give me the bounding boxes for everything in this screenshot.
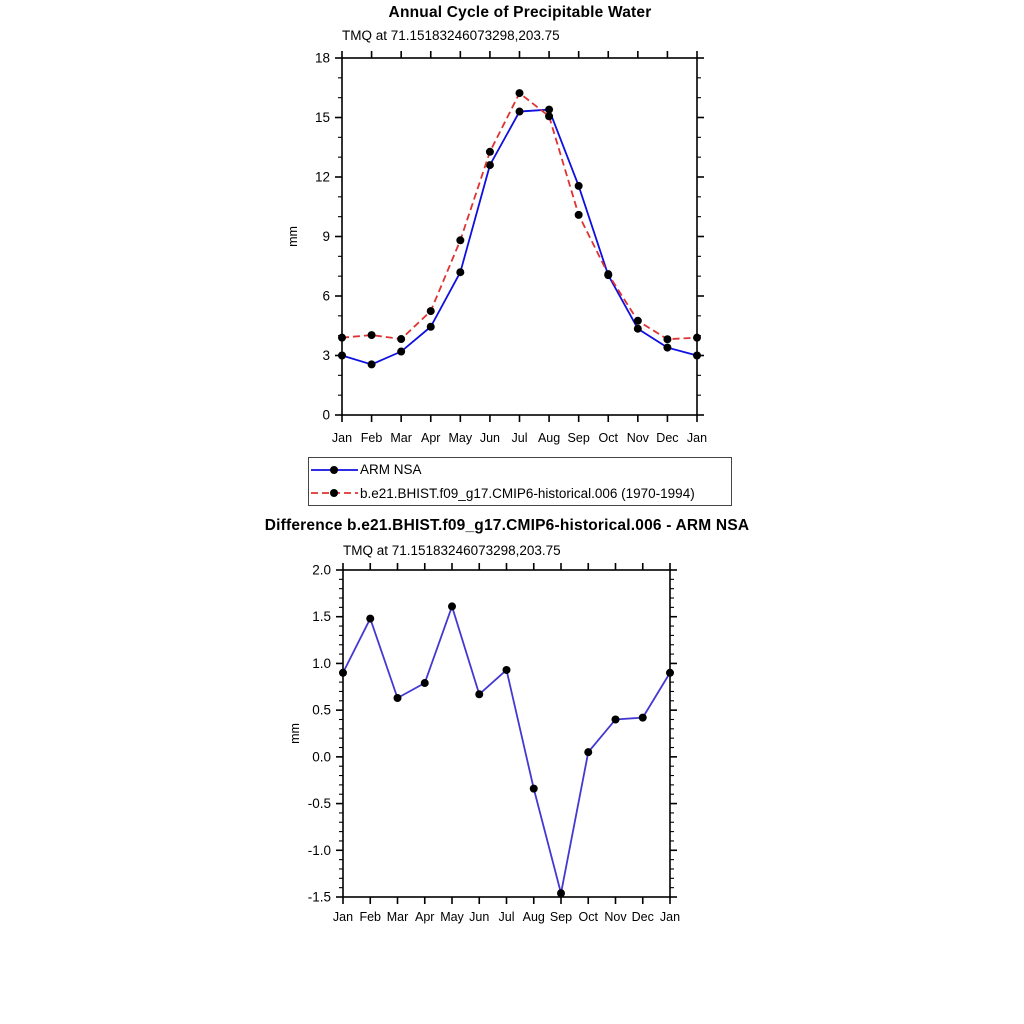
- x-tick-label: Aug: [537, 431, 561, 445]
- annual-cycle-title: Annual Cycle of Precipitable Water: [388, 4, 652, 21]
- data-point-marker: [503, 666, 511, 674]
- difference-title: Difference b.e21.BHIST.f09_g17.CMIP6-historical.006 - ARM NSA: [264, 517, 750, 534]
- y-tick-label: 0: [322, 407, 330, 423]
- x-tick-label: Jan: [686, 431, 708, 445]
- difference-plot: [288, 563, 680, 925]
- data-point-marker: [448, 602, 456, 610]
- y-tick-label: -1.5: [307, 889, 331, 905]
- data-point-marker: [530, 785, 538, 793]
- x-tick-label: Jan: [331, 431, 353, 445]
- series-line: [342, 110, 697, 365]
- x-tick-label: Sep: [549, 910, 573, 924]
- legend-entry-arm-nsa: [309, 458, 731, 481]
- data-point-marker: [612, 715, 620, 723]
- x-tick-label: Apr: [421, 431, 441, 445]
- y-tick-label: 0.0: [312, 749, 331, 765]
- data-point-marker: [456, 236, 464, 244]
- annual-cycle-plot: [286, 51, 707, 446]
- data-point-marker: [666, 669, 674, 677]
- y-tick-label: 9: [322, 229, 330, 244]
- x-tick-label: Aug: [522, 910, 545, 924]
- y-tick-label: -1.0: [307, 842, 331, 858]
- x-tick-label: Jul: [498, 910, 515, 924]
- data-point-marker: [366, 615, 374, 623]
- x-tick-label: Apr: [415, 910, 435, 924]
- legend-label-arm-nsa: ARM NSA: [360, 462, 422, 478]
- x-tick-label: Dec: [631, 910, 654, 924]
- data-point-marker: [557, 889, 565, 897]
- legend: [308, 457, 732, 506]
- x-tick-label: Oct: [578, 910, 598, 924]
- data-point-marker: [456, 268, 464, 276]
- x-tick-label: Jan: [659, 910, 681, 924]
- x-tick-label: Feb: [359, 910, 382, 924]
- data-point-marker: [421, 679, 429, 687]
- plot-frame: [343, 570, 670, 897]
- y-tick-label: 1.5: [312, 609, 331, 625]
- data-point-marker: [475, 690, 483, 698]
- data-point-marker: [486, 148, 494, 156]
- y-tick-label: 0.5: [312, 702, 331, 718]
- data-point-marker: [339, 669, 347, 677]
- x-tick-label: Jul: [511, 431, 528, 445]
- x-tick-label: May: [448, 431, 473, 445]
- data-point-marker: [338, 334, 346, 342]
- x-tick-label: Mar: [390, 431, 412, 445]
- data-point-marker: [427, 323, 435, 331]
- legend-line-sample-dashed-icon: [309, 486, 360, 500]
- y-tick-label: -0.5: [307, 796, 331, 812]
- series-line: [343, 606, 670, 893]
- legend-label-model: b.e21.BHIST.f09_g17.CMIP6-historical.006 (1970-1994): [360, 485, 695, 501]
- y-axis-label: mm: [286, 226, 300, 247]
- legend-entry-model: [309, 482, 731, 505]
- data-point-marker: [693, 334, 701, 342]
- data-point-marker: [516, 108, 524, 116]
- data-point-marker: [693, 352, 701, 360]
- data-point-marker: [394, 694, 402, 702]
- data-point-marker: [604, 270, 612, 278]
- difference-subtitle: TMQ at 71.15183246073298,203.75: [343, 543, 561, 558]
- data-point-marker: [634, 325, 642, 333]
- x-tick-label: Dec: [656, 431, 679, 445]
- data-point-marker: [368, 331, 376, 339]
- x-tick-label: May: [440, 910, 464, 924]
- x-tick-label: Oct: [598, 431, 618, 445]
- data-point-marker: [545, 112, 553, 120]
- annual-cycle-subtitle: TMQ at 71.15183246073298,203.75: [342, 28, 560, 43]
- legend-line-sample-solid-icon: [309, 463, 360, 477]
- y-tick-label: 1.0: [312, 655, 331, 671]
- data-point-marker: [368, 360, 376, 368]
- x-tick-label: Nov: [626, 431, 649, 445]
- x-tick-label: Jun: [469, 910, 490, 924]
- y-axis-label: mm: [288, 723, 302, 744]
- data-point-marker: [397, 348, 405, 356]
- data-point-marker: [639, 714, 647, 722]
- y-tick-label: 18: [314, 50, 330, 66]
- x-tick-label: Sep: [567, 431, 590, 445]
- data-point-marker: [663, 344, 671, 352]
- y-tick-label: 2.0: [312, 562, 331, 578]
- x-tick-label: Jan: [332, 910, 354, 924]
- x-tick-label: Nov: [604, 910, 627, 924]
- data-point-marker: [634, 317, 642, 325]
- x-tick-label: Feb: [360, 431, 383, 445]
- x-tick-label: Mar: [386, 910, 409, 924]
- y-tick-label: 12: [314, 169, 330, 185]
- y-tick-label: 15: [314, 110, 330, 125]
- data-point-marker: [575, 211, 583, 219]
- y-tick-label: 6: [322, 288, 330, 304]
- y-tick-label: 3: [322, 348, 330, 363]
- data-point-marker: [338, 352, 346, 360]
- data-point-marker: [663, 335, 671, 343]
- data-point-marker: [397, 335, 405, 343]
- data-point-marker: [584, 748, 592, 756]
- data-point-marker: [427, 307, 435, 315]
- x-tick-label: Jun: [479, 431, 500, 445]
- data-point-marker: [516, 89, 524, 97]
- data-point-marker: [575, 182, 583, 190]
- series-line: [342, 93, 697, 339]
